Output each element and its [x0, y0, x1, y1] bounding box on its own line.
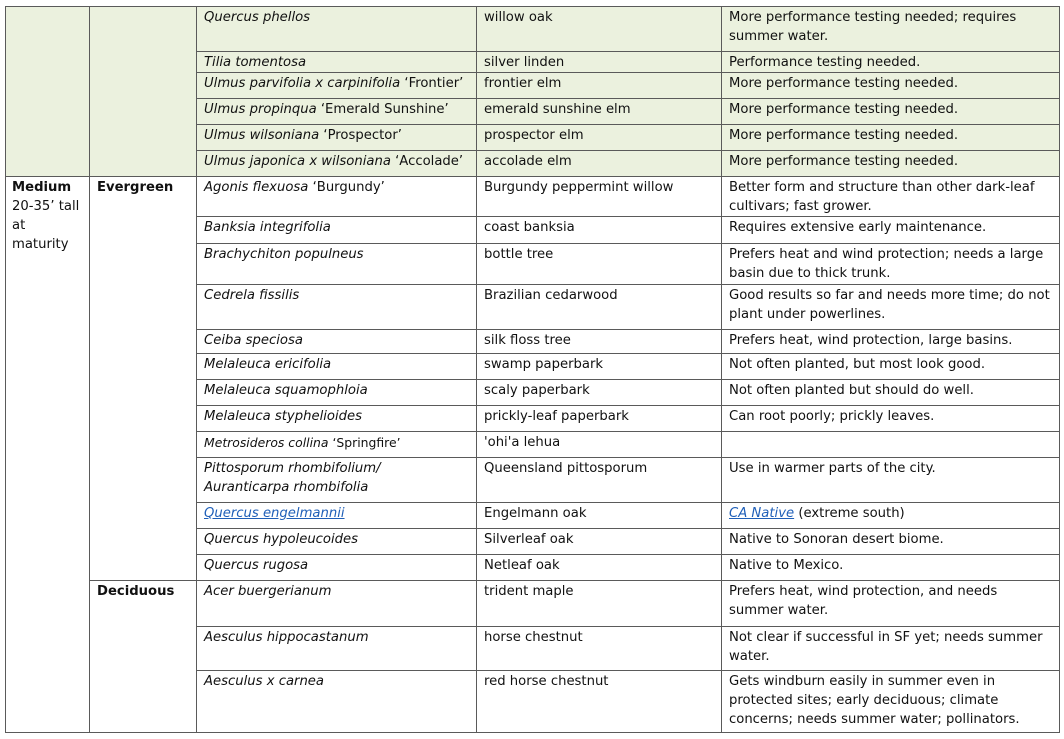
common-name: accolade elm	[477, 151, 722, 177]
common-name: Netleaf oak	[477, 555, 722, 581]
notes: Can root poorly; prickly leaves.	[722, 406, 1060, 432]
notes: Prefers heat, wind protection, large basins.	[722, 330, 1060, 354]
size-cell-empty	[6, 7, 90, 177]
notes: More performance testing needed.	[722, 151, 1060, 177]
common-name: silk floss tree	[477, 330, 722, 354]
botanical-name: Melaleuca styphelioides	[197, 406, 477, 432]
common-name: prickly-leaf paperbark	[477, 406, 722, 432]
size-title: Medium	[12, 180, 72, 195]
common-name: Brazilian cedarwood	[477, 285, 722, 330]
botanical-name: Acer buergerianum	[197, 581, 477, 627]
common-name: bottle tree	[477, 244, 722, 285]
common-name: prospector elm	[477, 125, 722, 151]
botanical-name: Quercus rugosa	[197, 555, 477, 581]
notes: Not clear if successful in SF yet; needs summer water.	[722, 627, 1060, 671]
common-name: frontier elm	[477, 73, 722, 99]
botanical-name: Banksia integrifolia	[197, 217, 477, 244]
botanical-name: Agonis flexuosa	[204, 180, 309, 195]
botanical-name-cell	[197, 503, 477, 529]
botanical-name-cell	[197, 99, 477, 125]
ca-native-link[interactable]: CA Native	[729, 506, 795, 521]
notes: More performance testing needed.	[722, 125, 1060, 151]
notes: More performance testing needed.	[722, 73, 1060, 99]
common-name: Engelmann oak	[477, 503, 722, 529]
size-description: 20-35’ tall at maturity	[12, 199, 80, 252]
notes: Native to Sonoran desert biome.	[722, 529, 1060, 555]
common-name: willow oak	[477, 7, 722, 52]
notes: Gets windburn easily in summer even in protected sites; early deciduous; climate concerns; needs summer water; pollinators.	[722, 671, 1060, 733]
common-name: silver linden	[477, 52, 722, 73]
common-name: scaly paperbark	[477, 380, 722, 406]
notes: Not often planted but should do well.	[722, 380, 1060, 406]
notes-cell	[722, 503, 1060, 529]
table-row	[6, 581, 1060, 627]
botanical-name: Metrosideros collina	[204, 435, 329, 450]
botanical-name: Brachychiton populneus	[197, 244, 477, 285]
type-deciduous: Deciduous	[90, 581, 197, 733]
cultivar-name: ‘Springfire’	[332, 435, 401, 450]
botanical-name: Tilia tomentosa	[197, 52, 477, 73]
botanical-name: Ulmus parvifolia x carpinifolia	[204, 76, 401, 91]
common-name: red horse chestnut	[477, 671, 722, 733]
common-name: swamp paperbark	[477, 354, 722, 380]
botanical-name-cell	[197, 177, 477, 217]
common-name: emerald sunshine elm	[477, 99, 722, 125]
botanical-name: Ulmus wilsoniana	[204, 128, 320, 143]
cultivar-name: ‘Emerald Sunshine’	[320, 102, 449, 117]
tree-species-table	[5, 6, 1060, 733]
common-name: Silverleaf oak	[477, 529, 722, 555]
botanical-name: Melaleuca ericifolia	[197, 354, 477, 380]
botanical-name: Melaleuca squamophloia	[197, 380, 477, 406]
botanical-name-cell	[197, 125, 477, 151]
table-row	[6, 7, 1060, 52]
botanical-name-cell	[197, 151, 477, 177]
notes: Better form and structure than other dark-leaf cultivars; fast grower.	[722, 177, 1060, 217]
botanical-name: Ulmus propinqua	[204, 102, 317, 117]
botanical-name-cell	[197, 73, 477, 99]
notes: More performance testing needed; requires summer water.	[722, 7, 1060, 52]
common-name: Queensland pittosporum	[477, 458, 722, 503]
cultivar-name: ‘Burgundy’	[312, 180, 385, 195]
botanical-name: Quercus phellos	[197, 7, 477, 52]
botanical-name: Pittosporum rhombifolium/ Auranticarpa rhombifolia	[197, 458, 477, 503]
size-category-cell	[6, 177, 90, 733]
notes: Performance testing needed.	[722, 52, 1060, 73]
botanical-name: Quercus hypoleucoides	[197, 529, 477, 555]
common-name: 'ohi'a lehua	[477, 432, 722, 458]
botanical-name: Ceiba speciosa	[197, 330, 477, 354]
notes: Use in warmer parts of the city.	[722, 458, 1060, 503]
type-evergreen: Evergreen	[90, 177, 197, 581]
notes: Prefers heat, wind protection, and needs summer water.	[722, 581, 1060, 627]
botanical-name-link[interactable]: Quercus engelmannii	[204, 506, 345, 521]
botanical-name: Aesculus x carnea	[197, 671, 477, 733]
botanical-name: Cedrela fissilis	[197, 285, 477, 330]
botanical-name: Aesculus hippocastanum	[197, 627, 477, 671]
table-row	[6, 177, 1060, 217]
notes	[722, 432, 1060, 458]
botanical-name: Ulmus japonica x wilsoniana	[204, 154, 391, 169]
notes: Good results so far and needs more time; do not plant under powerlines.	[722, 285, 1060, 330]
cultivar-name: ‘Frontier’	[404, 76, 464, 91]
notes: Prefers heat and wind protection; needs a large basin due to thick trunk.	[722, 244, 1060, 285]
botanical-name-cell	[197, 432, 477, 458]
notes: Not often planted, but most look good.	[722, 354, 1060, 380]
type-cell-empty	[90, 7, 197, 177]
cultivar-name: ‘Prospector’	[323, 128, 402, 143]
notes: Requires extensive early maintenance.	[722, 217, 1060, 244]
notes: More performance testing needed.	[722, 99, 1060, 125]
common-name: coast banksia	[477, 217, 722, 244]
common-name: horse chestnut	[477, 627, 722, 671]
common-name: trident maple	[477, 581, 722, 627]
notes: Native to Mexico.	[722, 555, 1060, 581]
notes: (extreme south)	[798, 506, 905, 521]
common-name: Burgundy peppermint willow	[477, 177, 722, 217]
cultivar-name: ‘Accolade’	[395, 154, 464, 169]
